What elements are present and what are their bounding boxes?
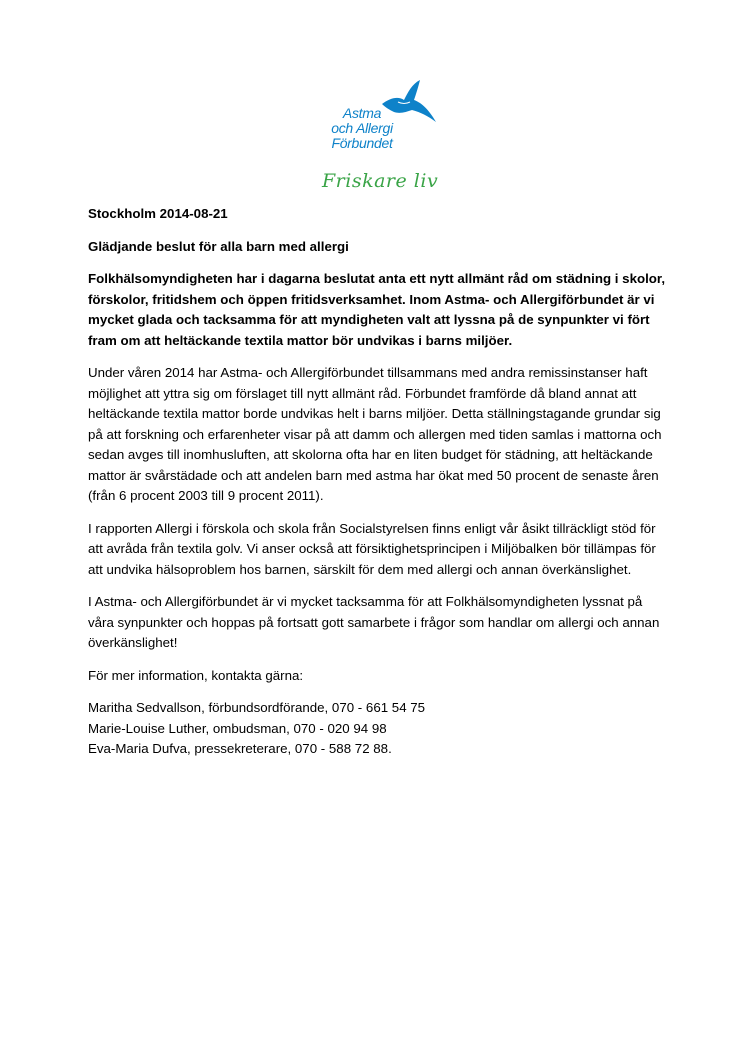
body-paragraph-1: Under våren 2014 har Astma- och Allergiförbundet tillsammans med andra remissinstanser haft möjlighet att yttra sig om förslaget till nytt allmänt råd. Förbundet framförde då bland annat att heltäckande textila mattor borde undvikas helt i barns miljöer. Detta ställningstagande grundar sig på att forskning och erfarenheter visar på att damm och allergen med tiden samlas i mattorna och sedan avges till inomhusluften, att skolorna ofta har en liten budget för städning, att heltäckande mattor är svårstädade och att andelen barn med astma har ökat med 50 procent de senaste åren (från 6 procent 2003 till 9 procent 2011). bbox=[88, 365, 662, 503]
contact-2: Marie-Louise Luther, ombudsman, 070 - 020 94 98 bbox=[88, 720, 387, 736]
logo-wordmark bbox=[312, 106, 412, 151]
organization-logo bbox=[312, 78, 438, 196]
logo-slogan: Friskare liv bbox=[322, 170, 439, 192]
logo-line-3: Förbundet bbox=[331, 135, 393, 151]
body-paragraph-2: I rapporten Allergi i förskola och skola från Socialstyrelsen finns enligt vår åsikt tillräckligt stöd för att avråda från textila golv. Vi anser också att försiktighetsprincipen i Miljöbalken bör tillämpas för att undvika hälsoproblem hos barnen, särskilt för dem med allergi och annan överkänslighet. bbox=[88, 520, 656, 577]
dateline: Stockholm 2014-08-21 bbox=[88, 206, 228, 221]
logo-line-1: Astma bbox=[342, 105, 382, 121]
contact-3: Eva-Maria Dufva, pressekreterare, 070 - 588 72 88. bbox=[88, 741, 392, 756]
contact-list bbox=[88, 698, 668, 760]
contact-1: Maritha Sedvallson, förbundsordförande, 070 - 661 54 75 bbox=[88, 700, 426, 715]
logo-line-2: och Allergi bbox=[331, 120, 393, 136]
contact-intro: För mer information, kontakta gärna: bbox=[88, 667, 304, 683]
body-paragraph-3: I Astma- och Allergiförbundet är vi mycket tacksamma för att Folkhälsomyndigheten lyssnat på våra synpunkter och hoppas på fortsatt gott samarbete i frågor som handlar om allergi och annan överkänslighet! bbox=[88, 594, 660, 650]
headline: Glädjande beslut för alla barn med allergi bbox=[88, 238, 349, 254]
press-release-body bbox=[88, 204, 668, 772]
lead-paragraph: Folkhälsomyndigheten har i dagarna beslutat anta ett nytt allmänt råd om städning i skolor, förskolor, fritidshem och öppen fritidsverksamhet. Inom Astma- och Allergiförbundet är vi mycket glada och tacksamma för att myndigheten valt att lyssna på de synpunkter vi fört fram om att heltäckande textila mattor bör undvikas i barns miljöer. bbox=[88, 271, 666, 348]
